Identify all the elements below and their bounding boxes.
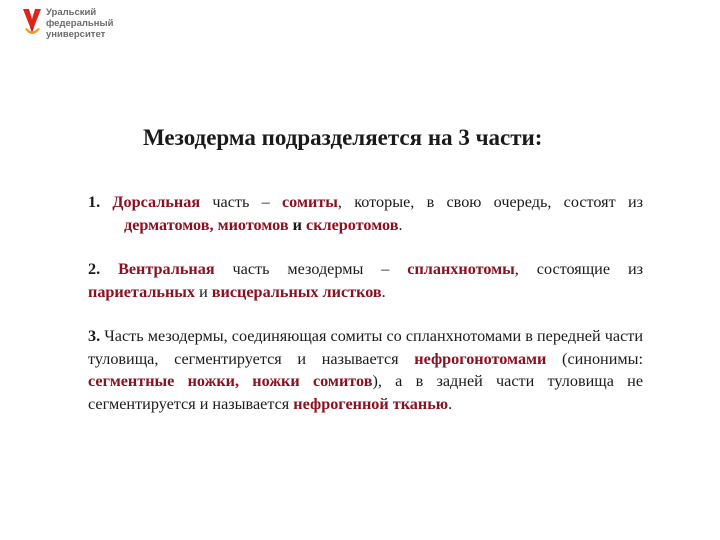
text-run: часть мезодермы – [214, 260, 408, 278]
text-run: и [288, 215, 307, 234]
text-run: , которые, в свою очередь, состоят из [337, 193, 644, 211]
term-visceral-layers: висцеральных листков [211, 282, 382, 301]
term-somites: сомиты [281, 193, 338, 211]
term-ventral: Вентральная [118, 260, 215, 278]
term-nephrogenic-tissue: нефрогенной тканью [293, 394, 449, 413]
term-dermatomes-myotomes: дерматомов, миотомов [124, 215, 289, 234]
term-segment-stalks: сегментные ножки, ножки сомитов [88, 372, 373, 390]
paragraph-number: 3. [88, 327, 101, 345]
logo-line-3: университет [46, 29, 106, 40]
paragraph-nephrotomes [88, 325, 643, 415]
term-splanchnotomes: спланхнотомы [407, 260, 515, 278]
term-parietal: париетальных [88, 282, 196, 301]
text-run: . [448, 394, 453, 413]
text-run: . [381, 282, 386, 301]
term-dorsal: Дорсальная [112, 193, 201, 211]
text-run: часть – [200, 193, 282, 211]
text-run: Часть мезодермы, соединяющая сомиты со спланхнотомами в передней части туловища, сегментируется и называется [88, 327, 643, 368]
slide-content [88, 191, 643, 437]
logo-mark-icon [22, 7, 42, 39]
text-run: ), а в задней части туловища не сегментируется и называется [88, 372, 643, 413]
logo-line-2: федеральный [46, 18, 114, 29]
text-run: и [195, 282, 212, 301]
text-run: (синонимы: [546, 349, 643, 368]
paragraph-number: 2. [88, 260, 101, 278]
slide-title: Мезодерма подразделяется на 3 части: [143, 125, 543, 150]
text-run: . [398, 215, 403, 234]
university-logo [22, 6, 142, 42]
text-run: , состоящие из [514, 260, 644, 278]
paragraph-number: 1. [88, 193, 101, 211]
logo-text [46, 7, 113, 40]
paragraph-ventral [88, 258, 643, 303]
term-sclerotomes: склеротомов [306, 215, 399, 234]
logo-line-1: Уральский [46, 7, 97, 18]
term-nephrogonotomes: нефрогонотомами [414, 349, 547, 368]
paragraph-dorsal [88, 191, 643, 236]
